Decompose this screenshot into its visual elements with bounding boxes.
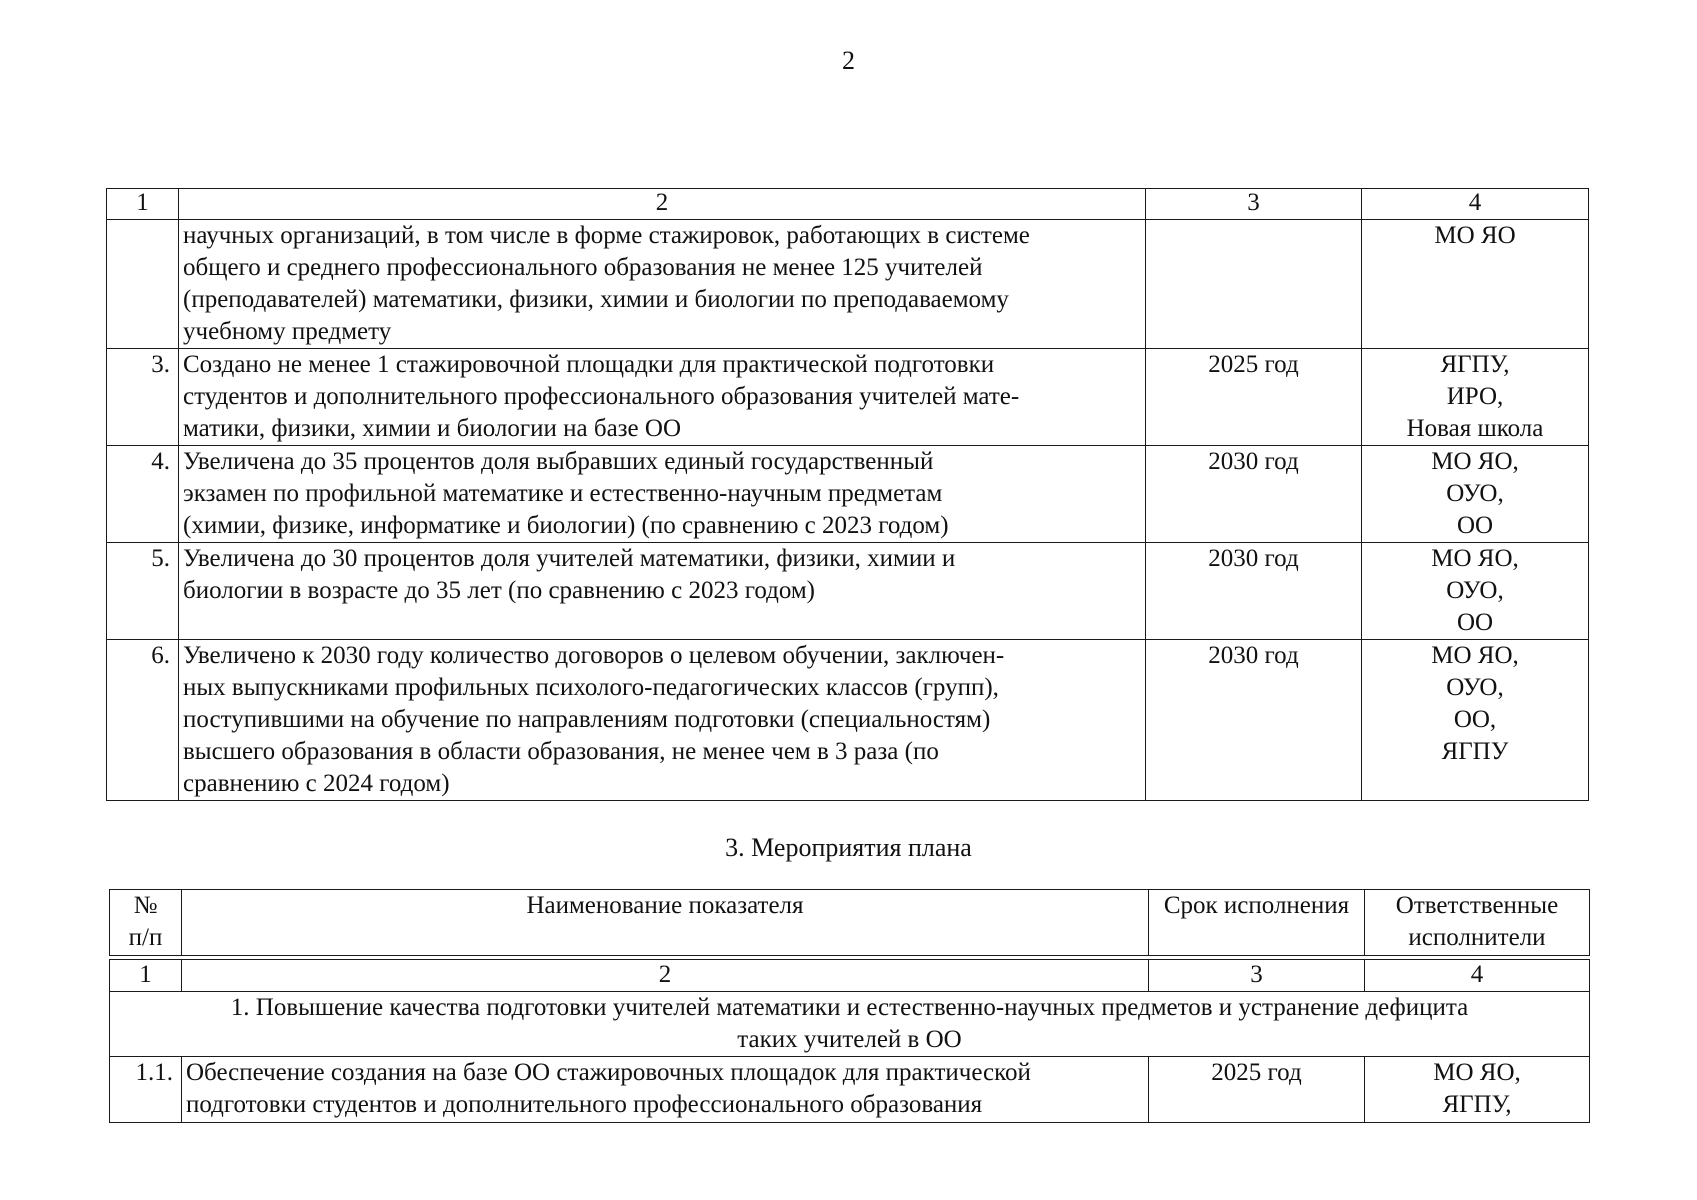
row-deadline: 2030 год [1146, 640, 1362, 801]
row-description: научных организаций, в том числе в форме стажировок, работающих в системе общего и среднего профессионального образования не менее 125 учителей (преподавателей) математики, физики, химии и биологии по преподаваемому учебному предмету [179, 220, 1146, 349]
group-title: 1. Повышение качества подготовки учителей математики и естественно-научных предметов и устранение дефицита таких учителей в ОО [110, 992, 1590, 1057]
row-responsible: МО ЯО [1362, 220, 1589, 349]
row-deadline: 2030 год [1146, 543, 1362, 640]
row-number [107, 220, 179, 349]
row-responsible: ЯГПУ, ИРО, Новая школа [1362, 349, 1589, 446]
header-name: Наименование показателя [182, 890, 1149, 956]
column-number: 4 [1362, 189, 1589, 220]
page-number: 2 [842, 46, 855, 75]
row-responsible: МО ЯО, ОУО, ОО, ЯГПУ [1362, 640, 1589, 801]
header-responsible: Ответственные исполнители [1365, 890, 1590, 956]
row-responsible: МО ЯО, ОУО, ОО [1362, 446, 1589, 543]
row-number: 3. [107, 349, 179, 446]
row-number: 5. [107, 543, 179, 640]
table-row [110, 1057, 1590, 1123]
row-number: 6. [107, 640, 179, 801]
row-description: Обеспечение создания на базе ОО стажировочных площадок для практической подготовки студентов и дополнительного профессионального образования [182, 1057, 1149, 1123]
row-number: 1.1. [110, 1057, 182, 1123]
table-row [107, 543, 1589, 640]
table-row [107, 640, 1589, 801]
section-heading: 3. Мероприятия плана [725, 833, 972, 862]
plan-table [109, 959, 1590, 1123]
row-deadline: 2025 год [1149, 1057, 1365, 1123]
row-deadline: 2025 год [1146, 349, 1362, 446]
header-deadline: Срок исполнения [1149, 890, 1365, 956]
header-number: № п/п [110, 890, 182, 956]
table-row [107, 446, 1589, 543]
row-number: 4. [107, 446, 179, 543]
row-deadline [1146, 220, 1362, 349]
row-deadline: 2030 год [1146, 446, 1362, 543]
row-description: Увеличено к 2030 году количество договоров о целевом обучении, заключен- ных выпускниками профильных психолого-педагогических классов (групп), поступившими на обучение по направлениям подготовки (специальностям) высшего образования в области образования, не менее чем в 3 раза (по сравнению с 2024 годом) [179, 640, 1146, 801]
row-description: Увеличена до 35 процентов доля выбравших единый государственный экзамен по профильной математике и естественно-научным предметам (химии, физике, информатике и биологии) (по сравнению с 2023 годом) [179, 446, 1146, 543]
table-row [107, 220, 1589, 349]
column-number: 4 [1365, 960, 1590, 992]
indicators-table [106, 188, 1589, 801]
row-description: Создано не менее 1 стажировочной площадки для практической подготовки студентов и дополнительного профессионального образования учителей мате- матики, физики, химии и биологии на базе ОО [179, 349, 1146, 446]
column-number: 3 [1149, 960, 1365, 992]
row-description: Увеличена до 30 процентов доля учителей математики, физики, химии и биологии в возрасте до 35 лет (по сравнению с 2023 годом) [179, 543, 1146, 640]
column-number: 3 [1146, 189, 1362, 220]
column-number: 1 [110, 960, 182, 992]
row-responsible: МО ЯО, ЯГПУ, [1365, 1057, 1590, 1123]
plan-header-table [109, 889, 1590, 956]
table-row [107, 349, 1589, 446]
column-number: 1 [107, 189, 179, 220]
table-header-row [110, 890, 1590, 956]
group-row [110, 992, 1590, 1057]
column-number: 2 [182, 960, 1149, 992]
column-number: 2 [179, 189, 1146, 220]
column-number-row [110, 960, 1590, 992]
column-number-row [107, 189, 1589, 220]
row-responsible: МО ЯО, ОУО, ОО [1362, 543, 1589, 640]
